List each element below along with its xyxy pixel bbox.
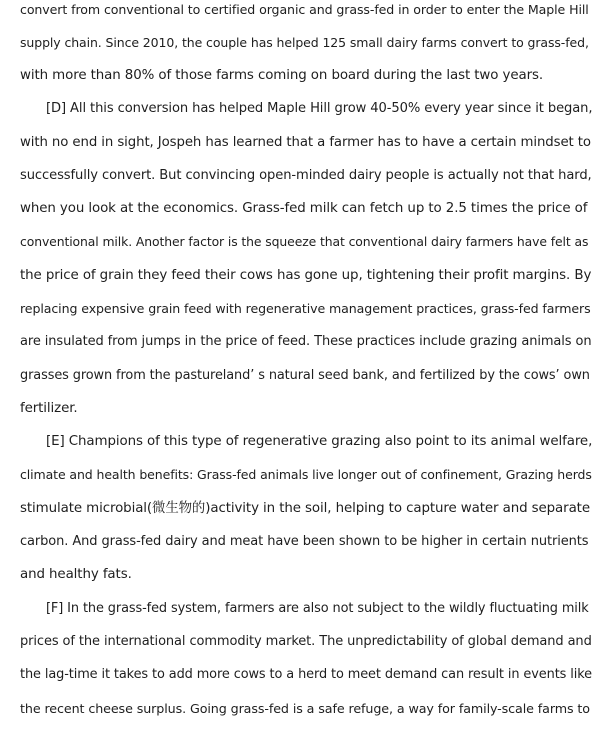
text-line: conventional milk. Another factor is the squeeze that conventional dairy farmers have felt as <box>20 234 589 249</box>
paragraph-d-start: [D] All this conversion has helped Maple Hill grow 40-50% every year since it began, <box>46 101 593 116</box>
text-line: and healthy fats. <box>20 567 132 582</box>
text-line: successfully convert. But convincing open-minded dairy people is actually not that hard, <box>20 168 592 183</box>
text-line: the lag-time it takes to add more cows to a herd to meet demand can result in events like <box>20 667 592 682</box>
text-line: with more than 80% of those farms coming on board during the last two years. <box>20 68 544 83</box>
text-line: fertilizer. <box>20 401 78 416</box>
text-line: stimulate microbial(微生物的)activity in the soil, helping to capture water and separate <box>20 501 590 516</box>
text-line: the recent cheese surplus. Going grass-fed is a safe refuge, a way for family-scale farms to <box>20 701 590 716</box>
text-line: convert from conventional to certified organic and grass-fed in order to enter the Maple Hill <box>20 2 589 17</box>
paragraph-e-start: [E] Champions of this type of regenerative grazing also point to its animal welfare, <box>46 434 593 449</box>
text-line: supply chain. Since 2010, the couple has helped 125 small dairy farms convert to grass-fed, <box>20 35 589 50</box>
text-line: carbon. And grass-fed dairy and meat have been shown to be higher in certain nutrients <box>20 534 589 549</box>
text-line: when you look at the economics. Grass-fed milk can fetch up to 2.5 times the price of <box>20 201 588 216</box>
paragraph-f-start: [F] In the grass-fed system, farmers are also not subject to the wildly fluctuating milk <box>46 601 589 616</box>
text-line: with no end in sight, Jospeh has learned that a farmer has to have a certain mindset to <box>20 135 591 150</box>
text-line: are insulated from jumps in the price of feed. These practices include grazing animals on <box>20 334 592 349</box>
text-line: replacing expensive grain feed with regenerative management practices, grass-fed farmers <box>20 301 591 316</box>
text-line: grasses grown from the pastureland’ s natural seed bank, and fertilized by the cows’ own <box>20 368 590 383</box>
text-line: climate and health benefits: Grass-fed animals live longer out of confinement, Grazing herds <box>20 467 592 482</box>
text-line: prices of the international commodity market. The unpredictability of global demand and <box>20 634 592 649</box>
text-line: the price of grain they feed their cows has gone up, tightening their profit margins. By <box>20 268 592 283</box>
